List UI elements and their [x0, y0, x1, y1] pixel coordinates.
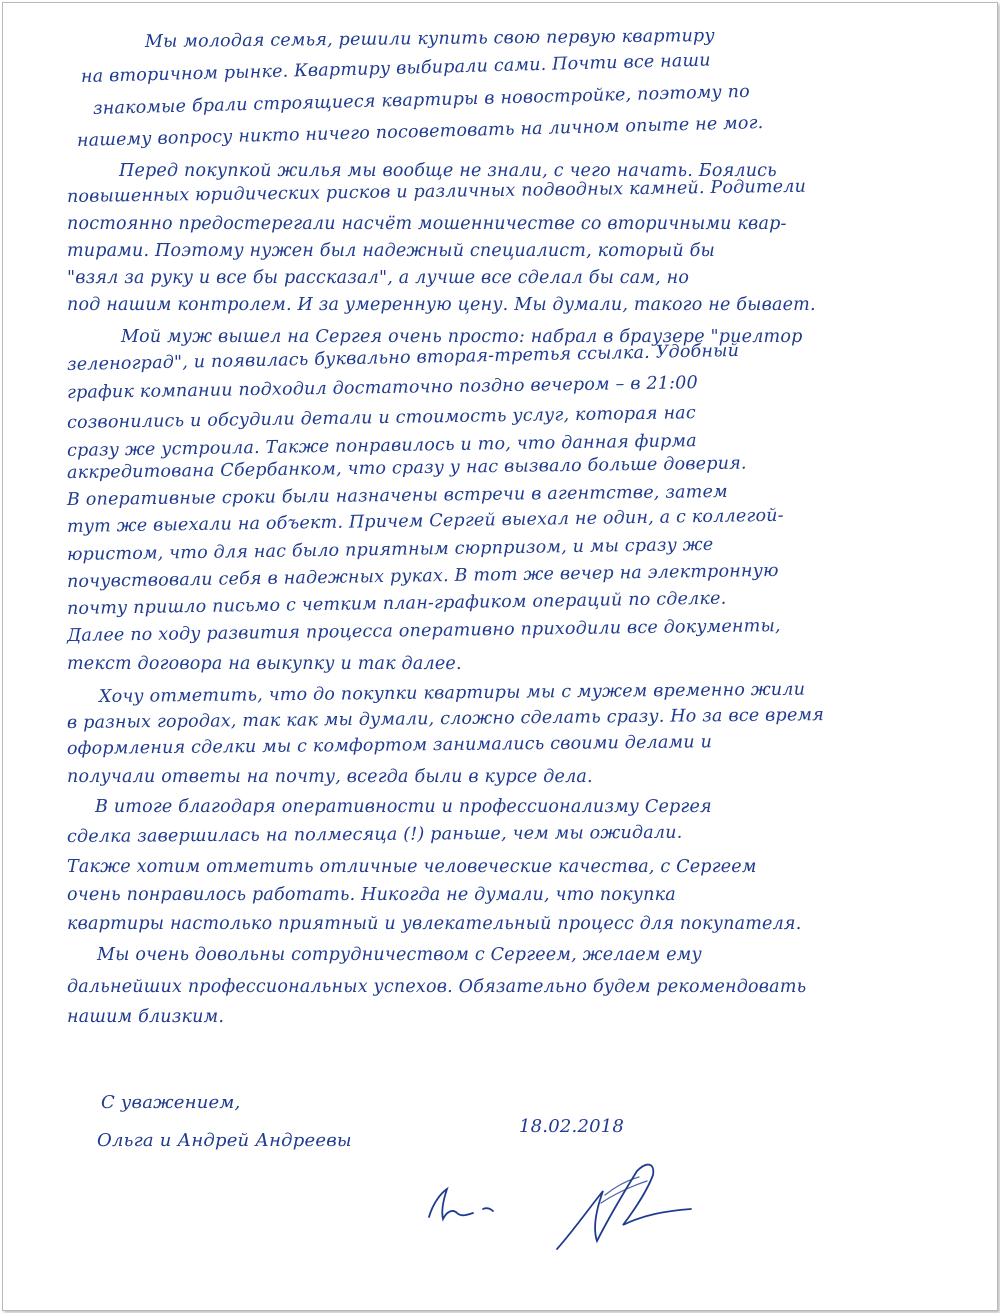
letter-line: квартиры настолько приятный и увлекательный процесс для покупателя.	[67, 914, 802, 934]
letter-line: почувствовали себя в надежных руках. В тот же вечер на электронную	[66, 560, 779, 592]
signature-icon	[543, 1151, 713, 1261]
letter-line: почту пришло письмо с четким план-графиком операций по сделке.	[66, 588, 727, 619]
letter-line: сделка завершилась на полмесяца (!) раньше, чем мы ожидали.	[66, 822, 683, 847]
letter-line: Также хотим отметить отличные человеческие качества, с Сергеем	[67, 857, 757, 877]
letter-page	[2, 2, 998, 1311]
letter-line: созвонились и обсудили детали и стоимость услуг, которая нас	[66, 403, 697, 433]
letter-line: Хочу отметить, что до покупки квартиры мы с мужем временно жили	[98, 679, 806, 707]
letter-line: постоянно предостерегали насчёт мошенничестве со вторичными квар-	[67, 214, 787, 234]
letter-line: юристом, что для нас было приятным сюрпризом, и мы сразу же	[66, 534, 714, 565]
signer-names: Ольга и Андрей Андреевы	[97, 1130, 352, 1151]
letter-line: Мы очень довольны сотрудничеством с Сергеем, желаем ему	[97, 945, 702, 965]
letter-line: нашим близким.	[67, 1007, 225, 1027]
letter-line: под нашим контролем. И за умеренную цену. Мы думали, такого не бывает.	[67, 295, 816, 315]
letter-line: в разных городах, так как мы думали, сложно сделать сразу. Но за все время	[66, 705, 825, 733]
letter-line: получали ответы на почту, всегда были в курсе дела.	[67, 767, 593, 787]
letter-line: В итоге благодаря оперативности и профессионализму Сергея	[95, 797, 712, 817]
letter-line: В оперативные сроки были назначены встречи в агентстве, затем	[66, 481, 728, 510]
letter-line: Мы молодая семья, решили купить свою первую квартиру	[144, 26, 715, 52]
letter-line: тирами. Поэтому нужен был надежный специалист, который бы	[67, 241, 715, 261]
letter-body	[3, 3, 997, 1083]
letter-line: сразу же устроила. Также понравилось и то, что данная фирма	[66, 431, 697, 461]
letter-line: нашему вопросу никто ничего посоветовать на личном опыте не мог.	[76, 113, 764, 151]
letter-line: на вторичном рынке. Квартиру выбирали сами. Почти все наши	[80, 50, 712, 87]
letter-line: оформления сделки мы с комфортом занимались своими делами и	[66, 732, 713, 759]
letter-line: текст договора на выкупку и так далее.	[67, 654, 462, 674]
letter-line: повышенных юридических рисков и различных подводных камней. Родители	[66, 176, 807, 207]
letter-line: очень понравилось работать. Никогда не думали, что покупка	[67, 885, 676, 905]
letter-line: Перед покупкой жилья мы вообще не знали, с чего начать. Боялись	[119, 161, 777, 181]
closing-greeting: С уважением,	[101, 1092, 241, 1113]
letter-line: аккредитована Сбербанком, что сразу у нас вызвало больше доверия.	[66, 453, 747, 483]
letter-line: график компании подходил достаточно поздно вечером – в 21:00	[66, 373, 699, 403]
letter-line: Далее по ходу развития процесса оперативно приходили все документы,	[66, 616, 781, 646]
signature-icon	[423, 1173, 513, 1233]
letter-date: 18.02.2018	[519, 1116, 625, 1137]
letter-line: Мой муж вышел на Сергея очень просто: набрал в браузере "риелтор	[121, 327, 803, 347]
letter-line: знакомые брали строящиеся квартиры в новостройке, поэтому по	[92, 81, 751, 119]
letter-line: тут же выехали на объект. Причем Сергей выехал не один, а с коллегой-	[66, 505, 784, 537]
letter-line: дальнейших профессиональных успехов. Обязательно будем рекомендовать	[67, 977, 807, 997]
letter-line: зеленоград", и появилась буквально вторая-третья ссылка. Удобный	[66, 340, 740, 375]
letter-line: "взял за руку и все бы рассказал", а лучше все сделал бы сам, но	[67, 268, 690, 288]
